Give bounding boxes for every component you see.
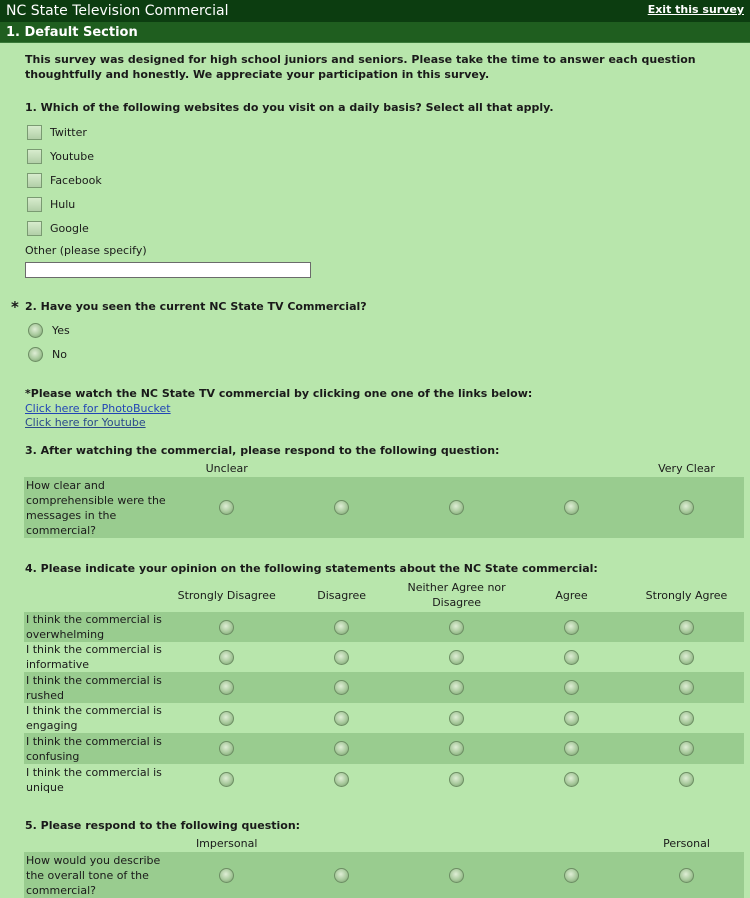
column-header: Strongly Agree — [645, 588, 728, 602]
row-label: I think the commercial is rushed — [26, 673, 162, 702]
q4-row-engaging — [24, 703, 744, 733]
other-specify-input[interactable] — [25, 262, 311, 278]
radio-button[interactable] — [564, 620, 579, 635]
q4-row-overwhelming — [24, 612, 744, 642]
q1-option-youtube[interactable] — [27, 144, 750, 168]
radio-button[interactable] — [334, 620, 349, 635]
checkbox[interactable] — [27, 197, 42, 212]
q4-row-confusing — [24, 733, 744, 764]
radio-button[interactable] — [679, 772, 694, 787]
q5-low-label: Impersonal — [195, 837, 258, 850]
checkbox[interactable] — [27, 221, 42, 236]
row-label: I think the commercial is engaging — [26, 704, 162, 732]
radio-button[interactable] — [564, 711, 579, 726]
q1-options — [25, 120, 750, 240]
radio-button[interactable] — [449, 711, 464, 726]
radio-button[interactable] — [219, 680, 234, 695]
radio-button[interactable] — [449, 772, 464, 787]
radio-button[interactable] — [334, 741, 349, 756]
q1-option-hulu[interactable] — [27, 192, 750, 216]
q3-header-row — [24, 460, 744, 477]
radio-button[interactable] — [219, 620, 234, 635]
radio-button[interactable] — [219, 741, 234, 756]
radio-button[interactable] — [219, 650, 234, 665]
radio-button[interactable] — [28, 323, 43, 338]
q3-high-label: Very Clear — [658, 462, 715, 475]
intro-text: This survey was designed for high school juniors and seniors. Please take the time to answer each question thoughtfully and honestly. We appreciate your participation in this survey. — [25, 53, 696, 81]
column-header: Neither Agree nor Disagree — [407, 581, 506, 609]
radio-button[interactable] — [564, 772, 579, 787]
q5-high-label: Personal — [663, 837, 710, 850]
row-label: I think the commercial is overwhelming — [26, 613, 162, 641]
radio-button[interactable] — [564, 500, 579, 515]
exit-survey-link[interactable]: Exit this survey — [647, 3, 744, 16]
radio-button[interactable] — [564, 868, 579, 883]
radio-button[interactable] — [219, 772, 234, 787]
radio-button[interactable] — [28, 347, 43, 362]
q3-low-label: Unclear — [205, 462, 248, 475]
row-label: How clear and comprehensible were the messages in the commercial? — [26, 478, 166, 537]
option-label: Hulu — [50, 197, 76, 211]
row-label: How would you describe the overall tone of the commercial? — [26, 853, 161, 897]
radio-button[interactable] — [334, 711, 349, 726]
radio-button[interactable] — [679, 620, 694, 635]
q1-option-facebook[interactable] — [27, 168, 750, 192]
survey-body — [0, 52, 750, 898]
column-header: Strongly Disagree — [177, 588, 276, 602]
option-label: Google — [50, 221, 89, 235]
question-2: 2. Have you seen the current NC State TV Commercial? — [25, 300, 367, 313]
q3-row — [24, 477, 744, 538]
radio-button[interactable] — [449, 650, 464, 665]
option-label: No — [52, 347, 67, 361]
checkbox[interactable] — [27, 173, 42, 188]
radio-button[interactable] — [219, 711, 234, 726]
radio-button[interactable] — [334, 680, 349, 695]
survey-title: NC State Television Commercial — [6, 3, 229, 19]
option-label: Facebook — [50, 173, 102, 187]
radio-button[interactable] — [679, 741, 694, 756]
section-title: 1. Default Section — [0, 22, 750, 43]
radio-button[interactable] — [449, 680, 464, 695]
radio-button[interactable] — [679, 680, 694, 695]
option-label: Yes — [52, 323, 70, 337]
q5-matrix — [24, 835, 744, 898]
row-label: I think the commercial is confusing — [26, 734, 162, 763]
question-4: 4. Please indicate your opinion on the following statements about the NC State commercial: — [25, 562, 598, 575]
question-2-block — [11, 298, 750, 366]
radio-button[interactable] — [334, 772, 349, 787]
column-header: Agree — [555, 588, 588, 602]
required-mark: * — [11, 298, 19, 316]
radio-button[interactable] — [564, 680, 579, 695]
question-3: 3. After watching the commercial, please respond to the following question: — [25, 444, 500, 457]
q4-row-informative — [24, 642, 744, 672]
radio-button[interactable] — [334, 868, 349, 883]
youtube-link[interactable]: Click here for Youtube — [25, 416, 146, 429]
q1-option-google[interactable] — [27, 216, 750, 240]
q4-header-row — [24, 578, 744, 612]
photobucket-link[interactable]: Click here for PhotoBucket — [25, 402, 171, 415]
radio-button[interactable] — [334, 650, 349, 665]
q4-row-unique — [24, 764, 744, 795]
row-label: I think the commercial is unique — [26, 765, 162, 794]
option-label: Twitter — [50, 125, 87, 139]
q4-matrix — [24, 578, 744, 795]
radio-button[interactable] — [679, 500, 694, 515]
survey-header — [0, 0, 750, 22]
question-5: 5. Please respond to the following question: — [25, 819, 301, 832]
radio-button[interactable] — [679, 868, 694, 883]
watch-instructions: *Please watch the NC State TV commercial by clicking one one of the links below: — [25, 387, 533, 400]
radio-button[interactable] — [449, 500, 464, 515]
other-label: Other (please specify) — [25, 244, 147, 257]
radio-button[interactable] — [564, 741, 579, 756]
column-header: Disagree — [317, 588, 367, 602]
checkbox[interactable] — [27, 125, 42, 140]
q3-matrix — [24, 460, 744, 538]
option-label: Youtube — [50, 149, 94, 163]
radio-button[interactable] — [449, 868, 464, 883]
radio-button[interactable] — [449, 620, 464, 635]
q5-row — [24, 852, 744, 898]
radio-button[interactable] — [679, 650, 694, 665]
q2-option-yes[interactable] — [28, 318, 750, 342]
radio-button[interactable] — [564, 650, 579, 665]
q1-option-twitter[interactable] — [27, 120, 750, 144]
q2-option-no[interactable] — [28, 342, 750, 366]
radio-button[interactable] — [449, 741, 464, 756]
radio-button[interactable] — [334, 500, 349, 515]
radio-button[interactable] — [219, 868, 234, 883]
q5-header-row — [24, 835, 744, 852]
row-label: I think the commercial is informative — [26, 643, 162, 671]
question-1: 1. Which of the following websites do you visit on a daily basis? Select all that apply. — [25, 101, 554, 114]
checkbox[interactable] — [27, 149, 42, 164]
q4-row-rushed — [24, 672, 744, 703]
radio-button[interactable] — [219, 500, 234, 515]
radio-button[interactable] — [679, 711, 694, 726]
